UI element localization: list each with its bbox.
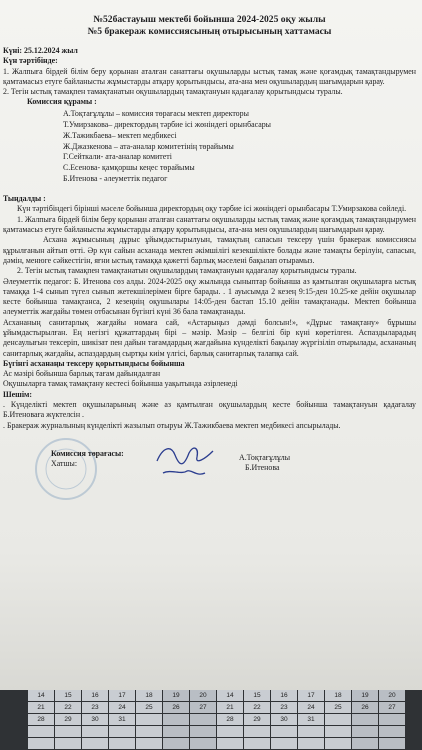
calendar-day-cell (109, 738, 135, 749)
calendar-day-cell (325, 714, 351, 725)
document-title-line2: №5 бракераж комиссиясының отырысының хаттамасы (87, 26, 332, 37)
calendar-day-cell: 20 (379, 690, 405, 701)
calendar-day-cell: 27 (379, 702, 405, 713)
document-title-line1: №52бастауыш мектебі бойынша 2024-2025 оқу жылы (93, 14, 326, 25)
calendar-day-cell (190, 738, 216, 749)
calendar-day-cell: 16 (271, 690, 297, 701)
calendar-day-cell: 26 (352, 702, 378, 713)
listened-paragraph-1: Күн тәртібіндегі бірінші мәселе бойынша директордың оқу тәрбие ісі жөніндегі орынбасары Т.Умирзакова сөйледі. (17, 204, 407, 214)
calendar-day-cell (55, 738, 81, 749)
commission-member: А.Тоқтағұлұлы – комиссия төрағасы мектеп директоры (63, 108, 249, 118)
calendar-day-cell: 29 (244, 714, 270, 725)
calendar-day-cell: 19 (352, 690, 378, 701)
listened-paragraph-5: Әлеуметтік педагог: Б. Итенова сөз алды. 2024-2025 оқу жылында сыныптар бойынша аз қамтылған оқушыларға ыстық тамаққа 1-4 сынып түгел сынып жетекшілерімен бірге барады. . 1 ауысымда 2 кезең 9:15-ден 10.25-ке дейін оқушылар кесте бойынша тамақтанса, 2 кезеңнің оқушылары 14:05-ден бастап 15.10 дейін тамақтанады. Мектеп бойынша әлеуметтік жағдайы төмен отбасынан бүгінгі күні 36 бала тамақтанады. (3, 276, 416, 317)
calendar-day-cell (55, 726, 81, 737)
calendar-day-cell (82, 738, 108, 749)
calendar-day-cell: 19 (163, 690, 189, 701)
calendar-day-cell (28, 738, 54, 749)
listened-paragraph-6: Асхананың санитарлық жағдайы номаға сай, «Астарыңыз дәмді болсын!», «Дұрыс тамақтану» бұрышы ұйымдастырылған. Ең негізгі құжаттардың бірі – мәзір. Мәзір – белгілі бір күні көретілген. Аспаздыларадың денсаулығын тексеріп, шикізат пен дайын тағамдардың жағдайына күнделікті бақылау жүргізіліп отырылады, асхананың санитарлық жағдайы, аспаздардың сыртқы киім үлгісі, барлық санитарлық талапқа сай. (3, 317, 416, 358)
calendar-day-cell (298, 726, 324, 737)
calendar-day-cell (325, 726, 351, 737)
calendar-day-cell (244, 738, 270, 749)
check-result-1: Ас мәзірі бойынша барлық тағам дайындалған (3, 369, 161, 379)
listened-heading: Тыңдалды : (3, 194, 46, 204)
chair-name: А.Тоқтағұлұлы (239, 452, 291, 462)
calendar-day-cell (271, 726, 297, 737)
calendar-day-cell (163, 738, 189, 749)
agenda-item-1: 1. Жалпыға бірдей білім беру қорынан аталған санаттағы оқушыларды ыстық тамақ және қоғамдық тамақтандырумен қамтамасыз етуге байланысты жұмыстарды атқару қорытындысы, ата-ана мен оқушылардың шағымдарын қарау. (3, 66, 416, 86)
calendar-grid (28, 690, 405, 749)
calendar-day-cell (28, 726, 54, 737)
check-results-heading: Бүгінгі асханаңы тексеру қорытындысы бойынша (3, 358, 185, 368)
calendar-day-cell: 30 (271, 714, 297, 725)
calendar-day-cell (163, 714, 189, 725)
calendar-day-cell: 27 (190, 702, 216, 713)
calendar-day-cell (325, 738, 351, 749)
calendar-day-cell (136, 714, 162, 725)
calendar-day-cell (109, 726, 135, 737)
calendar-day-cell: 16 (82, 690, 108, 701)
calendar-day-cell (217, 726, 243, 737)
calendar-day-cell (82, 726, 108, 737)
calendar-day-cell: 30 (82, 714, 108, 725)
commission-members-list (63, 109, 416, 185)
commission-member: С.Есенова- қамқоршы кеңес төрайымы (63, 163, 195, 173)
calendar-day-cell (298, 738, 324, 749)
commission-member: Т.Умирзакова– директордың тәрбие ісі жөніндегі орынбасары (63, 119, 271, 129)
calendar-day-cell: 23 (82, 702, 108, 713)
decision-item-2: . Бракераж журналының күнделікті жазылып отыруы Ж.Тажикбаева мектеп медбикесі апсырылады. (3, 420, 341, 430)
commission-member: Ж.Джазкенова – ата-аналар комитетінің төрайымы (63, 141, 234, 151)
calendar-day-cell: 18 (325, 690, 351, 701)
decision-heading: Шешім: (3, 389, 33, 399)
commission-member: Г.Сейткали- ата-аналар комитеті (63, 152, 172, 162)
calendar-day-cell: 25 (325, 702, 351, 713)
calendar-day-cell: 14 (217, 690, 243, 701)
meeting-date: Күні: 25.12.2024 жыл (3, 46, 78, 55)
signature-block (3, 439, 416, 487)
calendar-day-cell: 21 (217, 702, 243, 713)
calendar-day-cell (136, 726, 162, 737)
listened-paragraph-4: 2. Тегін ыстық тамақпен тамақтанатын оқушылардың тамақтануын қадағалау қорытындысы туралы. (17, 266, 357, 276)
secretary-label: Хатшы: (51, 459, 78, 469)
calendar-day-cell: 15 (55, 690, 81, 701)
calendar-day-cell: 24 (109, 702, 135, 713)
calendar-day-cell (379, 726, 405, 737)
calendar-day-cell: 31 (298, 714, 324, 725)
signature-icon (153, 439, 223, 483)
calendar-day-cell: 15 (244, 690, 270, 701)
calendar-day-cell: 23 (271, 702, 297, 713)
commission-member: Б.Итенова - әлеуметтік педагог (63, 174, 168, 184)
calendar-day-cell: 20 (190, 690, 216, 701)
calendar-day-cell: 28 (28, 714, 54, 725)
check-result-2: Оқушыларға тамақ тамақтану кестесі бойынша уақытында әзірленеді (3, 379, 238, 389)
calendar-day-cell (352, 714, 378, 725)
agenda-heading: Күн тәртібінде: (3, 56, 58, 66)
calendar-day-cell (217, 738, 243, 749)
chair-label: Комиссия төрағасы: (51, 448, 124, 458)
calendar-day-cell (244, 726, 270, 737)
calendar-day-cell: 25 (136, 702, 162, 713)
decision-item-1: . Күнделікті мектеп оқушыларының және аз қамтылған оқушылардың кесте бойынша тамақтануын қадағалау Б.Итеноваға жүктелсін . (3, 400, 416, 420)
commission-member: Ж.Тажикбаева– мектеп медбикесі (63, 130, 177, 140)
calendar-day-cell (190, 726, 216, 737)
calendar-day-cell: 22 (55, 702, 81, 713)
calendar-day-cell (271, 738, 297, 749)
calendar-day-cell (163, 726, 189, 737)
calendar-day-cell: 24 (298, 702, 324, 713)
calendar-day-cell (136, 738, 162, 749)
calendar-day-cell: 28 (217, 714, 243, 725)
calendar-day-cell (190, 714, 216, 725)
calendar-day-cell (379, 738, 405, 749)
secretary-name: Б.Итенова (245, 463, 280, 473)
calendar-day-cell (352, 726, 378, 737)
listened-paragraph-3: Асхана жұмысының дұрыс ұйымдастырылуын, тамақтың сапасын тексеру үшін бракераж комиссиясы құрылғанын айтып өтті. Әр күн сайын асханада мектеп әкімшілігі кезекшілікте болады және тамақты берілуін, сапасын, дәмін, менюге сәйкестігін, яғни ыстық тамаққа қажетті барлық мәселені бақылап отырамыз. (3, 235, 416, 265)
calendar-day-cell (352, 738, 378, 749)
calendar-day-cell: 29 (55, 714, 81, 725)
calendar-day-cell: 26 (163, 702, 189, 713)
listened-paragraph-2: 1. Жалпыға бірдей білім беру қорынан аталған санаттағы оқушыларды ыстық тамақ және қоғамдық тамақтандырумен қамтамасыз етуге байланысты жұмыстарды атқару қорытындысы, ата-ана мен оқушылардың шағымдарын қарау. (3, 214, 416, 235)
background-calendar (0, 690, 422, 750)
calendar-day-cell (379, 714, 405, 725)
agenda-item-2: 2. Тегін ыстық тамақпен тамақтанатын оқушылардың тамақтануын қадағалау қорытындысы туралы. (3, 87, 343, 97)
calendar-day-cell: 31 (109, 714, 135, 725)
calendar-day-cell: 17 (109, 690, 135, 701)
calendar-day-cell: 21 (28, 702, 54, 713)
calendar-day-cell: 22 (244, 702, 270, 713)
calendar-day-cell: 14 (28, 690, 54, 701)
calendar-day-cell: 18 (136, 690, 162, 701)
calendar-day-cell: 17 (298, 690, 324, 701)
commission-heading: Комиссия құрамы : (27, 97, 97, 107)
